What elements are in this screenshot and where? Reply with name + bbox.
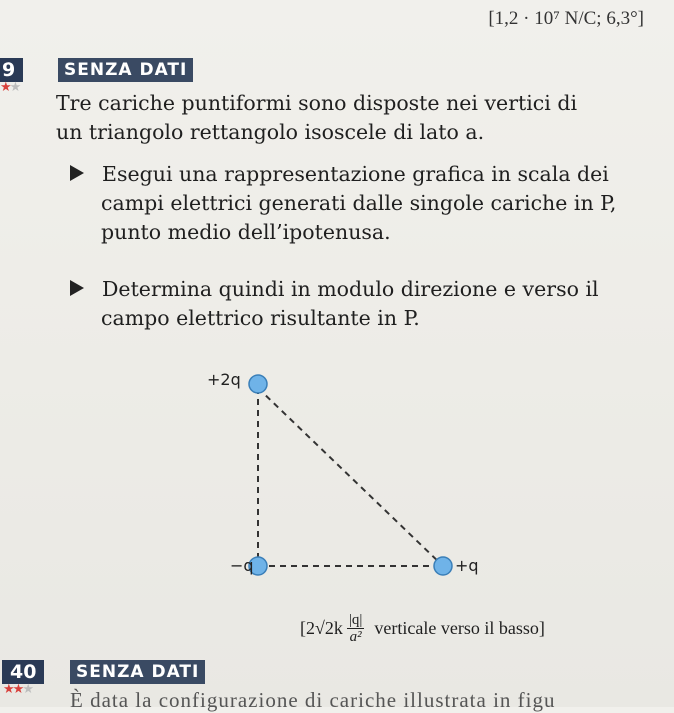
exercise-number: 9 [0, 58, 23, 82]
intro-line: Tre cariche puntiformi sono disposte nei vertici di [56, 91, 578, 115]
fraction-denominator: a² [349, 629, 362, 645]
cut-off-text: È data la configurazione di cariche illustrata in figu [70, 688, 556, 712]
intro-line: un triangolo rettangolo isoscele di lato a. [56, 120, 485, 144]
charge-label-left: −q [230, 556, 254, 575]
task-text: punto medio dell’ipotenusa. [101, 220, 391, 244]
star-icon: ★ [0, 80, 10, 95]
difficulty-stars [3, 682, 32, 697]
previous-answer: [1,2 · 10⁷ N/C; 6,3°] [488, 8, 644, 29]
result-prefix: [2√2k [300, 618, 343, 638]
fraction [347, 612, 365, 645]
star-icon: ★ [22, 682, 32, 697]
task-text: campo elettrico risultante in P. [101, 306, 420, 330]
task-text: Determina quindi in modulo direzione e verso il [102, 277, 599, 301]
task-text: campi elettrici generati dalle singole cariche in P, [101, 191, 617, 215]
senza-dati-badge: SENZA DATI [58, 58, 193, 82]
exercise-number: 40 [2, 660, 44, 684]
task-text: Esegui una rappresentazione grafica in scala dei [102, 162, 609, 186]
fraction-numerator: |q| [348, 612, 363, 628]
star-icon: ★ [9, 80, 20, 95]
charge-top [249, 375, 267, 393]
star-icon: ★★ [3, 682, 23, 697]
hypotenuse [258, 388, 443, 566]
charge-right [434, 557, 452, 575]
senza-dati-badge: SENZA DATI [70, 660, 205, 684]
result-answer [300, 612, 545, 645]
charge-label-right: +q [455, 556, 479, 575]
charge-label-top: +2q [207, 370, 241, 389]
result-suffix: verticale verso il basso] [374, 618, 545, 638]
